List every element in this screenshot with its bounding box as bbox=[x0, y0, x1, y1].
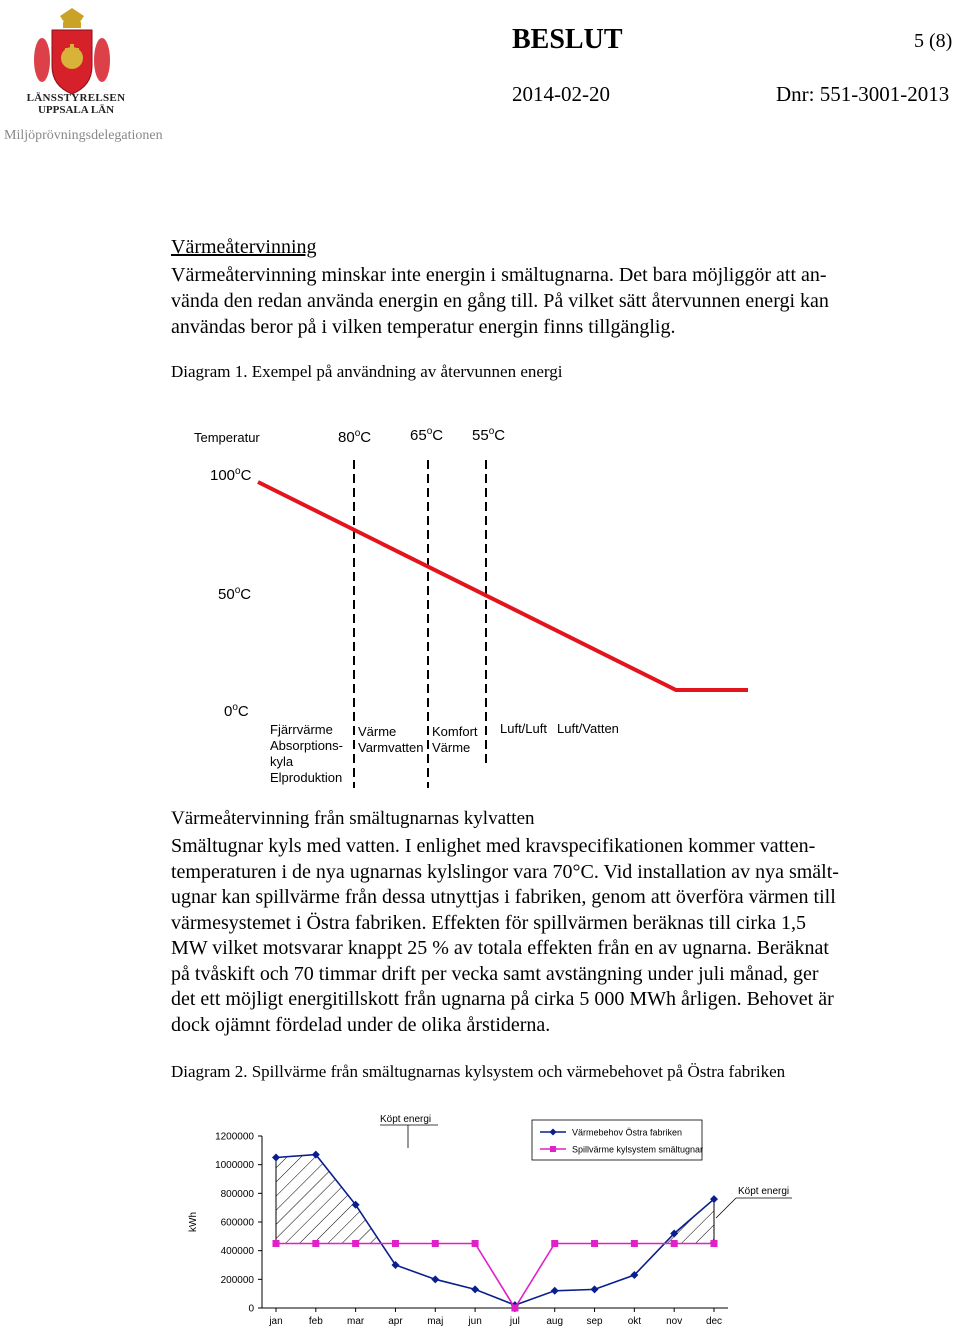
zone-label: Varmvatten bbox=[358, 740, 424, 755]
data-point-spill bbox=[511, 1305, 518, 1312]
divider-label-65: 65$^o$C bbox=[410, 426, 444, 444]
x-tick-label: apr bbox=[388, 1316, 403, 1327]
data-point-spill bbox=[551, 1240, 558, 1247]
data-point-spill bbox=[671, 1240, 678, 1247]
section2-line: på tvåskift och 70 timmar drift per vecka samt avstängning under juli månad, ger bbox=[171, 962, 819, 985]
x-tick-label: maj bbox=[427, 1316, 444, 1327]
data-point-spill bbox=[711, 1240, 718, 1247]
y-tick-label: 1000000 bbox=[215, 1160, 254, 1172]
section1-line: Värmeåtervinning minskar inte energin i smältugnarna. Det bara möjliggör att an- bbox=[171, 264, 827, 286]
case-number: Dnr: 551-3001-2013 bbox=[776, 82, 950, 106]
x-tick-label: aug bbox=[546, 1316, 564, 1327]
divider-label-55: 55$^o$C bbox=[472, 426, 506, 444]
annotation-leader bbox=[716, 1198, 736, 1218]
legend-label: Spillvärme kylsystem smältugnar bbox=[572, 1144, 704, 1155]
temperature-curve bbox=[258, 482, 748, 690]
y-tick-0: 0$^o$C bbox=[224, 702, 249, 720]
org-name-line2: UPPSALA LÄN bbox=[37, 104, 115, 116]
data-point-demand bbox=[471, 1285, 479, 1293]
data-point-spill bbox=[312, 1240, 319, 1247]
data-point-spill bbox=[273, 1240, 280, 1247]
series-line-2 bbox=[276, 1244, 714, 1309]
section2-line: ugnar kan spillvärme från dessa utnyttjas i fabriken, genom att överföra värmen till bbox=[171, 886, 836, 908]
section2-line: MW vilket motsvarar knappt 25 % av totala effekten från en av ugnarna. Beräknat bbox=[171, 937, 829, 959]
y-tick-label: 400000 bbox=[220, 1246, 254, 1258]
section2-body bbox=[171, 834, 931, 1038]
section1-line: vända den redan använda energin en gång till. På vilket sätt återvunnen energi kan bbox=[171, 290, 829, 312]
x-tick-label: feb bbox=[308, 1316, 323, 1327]
data-point-spill bbox=[392, 1240, 399, 1247]
document-type: BESLUT bbox=[512, 24, 623, 55]
section2-heading: Värmeåtervinning från smältugnarnas kylvatten bbox=[171, 808, 535, 829]
section1-line: användas beror på i vilken temperatur energin finns tillgänglig. bbox=[171, 316, 676, 338]
x-tick-label: dec bbox=[705, 1316, 723, 1327]
data-point-spill bbox=[591, 1240, 598, 1247]
section1-heading: Värmeåtervinning bbox=[171, 236, 317, 258]
zone-label: Fjärrvärme bbox=[270, 722, 333, 737]
y-tick-label: 200000 bbox=[220, 1274, 254, 1286]
diagram1-caption: Diagram 1. Exempel på användning av återvunnen energi bbox=[171, 362, 563, 381]
delegation-name: Miljöprövningsdelegationen bbox=[4, 128, 163, 143]
org-name-line1: LÄNSSTYRELSEN bbox=[26, 92, 126, 104]
x-tick-label: sep bbox=[586, 1316, 603, 1327]
legend-swatch-marker bbox=[550, 1146, 556, 1152]
y-tick-label: 800000 bbox=[220, 1188, 254, 1200]
x-tick-label: jul bbox=[509, 1316, 520, 1327]
legend-label: Värmebehov Östra fabriken bbox=[572, 1127, 683, 1138]
x-tick-label: okt bbox=[627, 1316, 642, 1327]
y-axis-label: kWh bbox=[188, 1212, 199, 1232]
zone-label: Elproduktion bbox=[270, 770, 343, 785]
section2-line: värmesystemet i Östra fabriken. Effekten för spillvärmen beräknas till cirka 1,5 bbox=[171, 911, 806, 934]
temperature-diagram bbox=[180, 420, 780, 800]
zone-label: Absorptions- bbox=[270, 738, 343, 753]
zone-label: Luft/Vatten bbox=[557, 721, 619, 736]
data-point-spill bbox=[631, 1240, 638, 1247]
section2-line: det ett möjligt energitillskott från ugnarna på cirka 5 000 MWh årligen. Behovet är bbox=[171, 988, 834, 1010]
x-tick-label: jan bbox=[269, 1316, 283, 1327]
data-point-demand bbox=[591, 1285, 599, 1293]
zone-label: Värme bbox=[358, 724, 397, 739]
data-point-spill bbox=[352, 1240, 359, 1247]
temperature-axis-label: Temperatur bbox=[194, 430, 260, 445]
data-point-spill bbox=[472, 1240, 479, 1247]
section2-line: Smältugnar kyls med vatten. I enlighet med kravspecifikationen kommer vatten- bbox=[171, 835, 816, 857]
data-point-demand bbox=[431, 1275, 439, 1283]
divider-label-80: 80$^o$C bbox=[338, 428, 372, 446]
annotation-label: Köpt energi bbox=[380, 1114, 432, 1125]
zone-label: Luft/Luft bbox=[500, 721, 547, 736]
page-number: 5 (8) bbox=[914, 30, 953, 52]
section2-line: temperaturen i de nya ugnarnas kylslingor vara 70°C. Vid installation av nya smält- bbox=[171, 860, 839, 883]
diagram2-caption: Diagram 2. Spillvärme från smältugnarnas kylsystem och värmebehovet på Östra fabriken bbox=[171, 1062, 786, 1081]
y-tick-label: 600000 bbox=[220, 1217, 254, 1229]
x-tick-label: nov bbox=[666, 1316, 683, 1327]
x-tick-label: mar bbox=[347, 1316, 365, 1327]
purchased-energy-area bbox=[276, 1155, 381, 1244]
zone-label: Värme bbox=[432, 740, 471, 755]
x-tick-label: jun bbox=[468, 1316, 482, 1327]
data-point-spill bbox=[432, 1240, 439, 1247]
y-tick-100: 100$^o$C bbox=[210, 466, 252, 484]
zone-label: Komfort bbox=[432, 724, 478, 739]
zone-label: kyla bbox=[270, 754, 294, 769]
annotation-label: Köpt energi bbox=[738, 1186, 790, 1197]
section2-line: dock ojämnt fördelad under de olika årstiderna. bbox=[171, 1013, 551, 1036]
heat-demand-chart bbox=[180, 1108, 800, 1330]
y-tick-label: 1200000 bbox=[215, 1131, 254, 1143]
document-date: 2014-02-20 bbox=[512, 82, 610, 106]
data-point-demand bbox=[551, 1287, 559, 1295]
y-tick-50: 50$^o$C bbox=[218, 585, 252, 603]
y-tick-label: 0 bbox=[248, 1303, 254, 1315]
